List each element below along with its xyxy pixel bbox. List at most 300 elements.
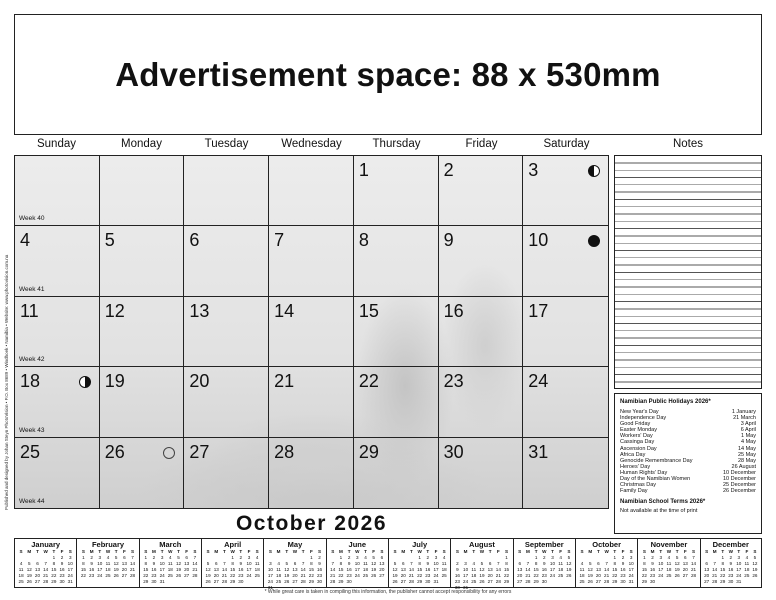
holiday-date: 6 April bbox=[740, 427, 756, 434]
mini-day: 24 bbox=[67, 573, 73, 578]
mini-day: 21 bbox=[690, 567, 697, 572]
mini-weekday: M bbox=[152, 549, 156, 554]
holiday-date: 28 May bbox=[737, 457, 756, 464]
mini-day: 26 bbox=[392, 579, 398, 584]
mini-day: 3 bbox=[737, 555, 741, 560]
mini-weekday: W bbox=[604, 549, 609, 554]
mini-day: 20 bbox=[487, 573, 493, 578]
mini-day: 6 bbox=[401, 561, 405, 566]
mini-day: 25 bbox=[276, 579, 282, 584]
mini-day: 12 bbox=[674, 561, 680, 566]
mini-weekday: T bbox=[472, 549, 476, 554]
mini-month bbox=[637, 538, 699, 588]
day-number: 27 bbox=[189, 441, 210, 462]
mini-day: 30 bbox=[620, 579, 626, 584]
mini-day: 13 bbox=[595, 567, 601, 572]
mini-weekday: S bbox=[455, 549, 459, 554]
mini-day: 20 bbox=[517, 573, 523, 578]
mini-day: 10 bbox=[67, 561, 73, 566]
mini-day: 9 bbox=[347, 561, 351, 566]
day-number: 20 bbox=[189, 371, 210, 392]
day-number: 31 bbox=[528, 441, 549, 462]
mini-day: 8 bbox=[339, 561, 343, 566]
mini-weekday: T bbox=[301, 549, 305, 554]
holiday-name: Day of the Namibian Women bbox=[620, 476, 691, 483]
mini-day: 8 bbox=[534, 561, 538, 566]
mini-month bbox=[326, 538, 388, 588]
mini-day: 1 bbox=[310, 555, 313, 560]
mini-day: 2 bbox=[60, 555, 64, 560]
mini-day: 13 bbox=[34, 567, 41, 572]
mini-day: 21 bbox=[330, 573, 336, 578]
day-number: 1 bbox=[358, 160, 369, 180]
mini-weekday: S bbox=[518, 549, 522, 554]
mini-weekday: T bbox=[597, 549, 600, 554]
mini-day: 4 bbox=[19, 561, 23, 566]
mini-day: 14 bbox=[690, 561, 697, 566]
mini-day: 18 bbox=[558, 567, 564, 572]
day-number: 28 bbox=[274, 441, 295, 462]
mini-day: 14 bbox=[221, 567, 228, 572]
day-cell[interactable] bbox=[269, 297, 354, 367]
mini-month-name: December bbox=[712, 540, 749, 549]
mini-day: 28 bbox=[690, 573, 697, 578]
mini-day: 7 bbox=[223, 561, 226, 566]
mini-day: 24 bbox=[267, 579, 273, 584]
week-number: Week 40 bbox=[19, 215, 45, 223]
mini-day: 1 bbox=[721, 555, 724, 560]
mini-day: 26 bbox=[175, 573, 182, 578]
mini-day: 20 bbox=[400, 573, 406, 578]
mini-day: 15 bbox=[308, 567, 314, 572]
mini-day: 16 bbox=[454, 573, 460, 578]
mini-month bbox=[76, 538, 138, 588]
day-number: 23 bbox=[443, 371, 464, 392]
mini-day: 17 bbox=[159, 567, 165, 572]
mini-month bbox=[139, 538, 201, 588]
mini-weekday: S bbox=[393, 549, 397, 554]
mini-day: 24 bbox=[159, 573, 165, 578]
mini-month-days bbox=[204, 549, 261, 585]
mini-day: 23 bbox=[454, 579, 460, 584]
day-cell[interactable] bbox=[354, 156, 439, 226]
mini-weekday: T bbox=[613, 549, 617, 554]
mini-day: 13 bbox=[682, 561, 688, 566]
mini-weekday: M bbox=[89, 549, 94, 554]
mini-day: 5 bbox=[28, 561, 31, 566]
mini-weekday: T bbox=[534, 549, 538, 554]
day-cell[interactable] bbox=[184, 367, 269, 437]
mini-day: 9 bbox=[239, 561, 243, 566]
day-cell[interactable] bbox=[184, 297, 269, 367]
month-title: October 2026 bbox=[235, 512, 388, 535]
mini-day: 21 bbox=[129, 567, 136, 572]
mini-day: 3 bbox=[269, 561, 272, 566]
day-cell[interactable] bbox=[354, 297, 439, 367]
day-number: 26 bbox=[104, 441, 125, 462]
mini-day: 11 bbox=[744, 561, 750, 566]
mini-day: 28 bbox=[192, 573, 198, 578]
mini-day: 19 bbox=[479, 573, 485, 578]
mini-day: 13 bbox=[487, 567, 493, 572]
mini-weekday: S bbox=[268, 549, 272, 554]
mini-day: 5 bbox=[567, 555, 571, 560]
mini-weekday: T bbox=[659, 549, 663, 554]
mini-day: 30 bbox=[151, 579, 157, 584]
mini-day: 18 bbox=[666, 567, 672, 572]
holiday-row bbox=[620, 488, 756, 494]
mini-day: 30 bbox=[650, 579, 656, 584]
month-grid bbox=[14, 155, 609, 509]
mini-day: 16 bbox=[59, 567, 65, 572]
mini-day: 15 bbox=[720, 567, 726, 572]
day-cell[interactable] bbox=[523, 367, 608, 437]
mini-day: 3 bbox=[98, 555, 102, 560]
notes-area[interactable] bbox=[614, 155, 762, 389]
mini-day: 6 bbox=[380, 555, 384, 560]
mini-day: 29 bbox=[641, 579, 647, 584]
mini-day: 22 bbox=[51, 573, 57, 578]
holiday-date: 1 May bbox=[741, 433, 756, 440]
mini-weekday: W bbox=[43, 549, 48, 554]
mini-weekday: M bbox=[712, 549, 717, 554]
mini-day: 21 bbox=[43, 573, 49, 578]
day-cell[interactable] bbox=[269, 367, 354, 437]
mini-day: 23 bbox=[238, 573, 244, 578]
day-cell[interactable] bbox=[439, 438, 524, 508]
mini-day: 9 bbox=[90, 561, 93, 566]
mini-month bbox=[513, 538, 575, 588]
mini-day: 25 bbox=[105, 573, 111, 578]
mini-day: 3 bbox=[629, 555, 633, 560]
holiday-name: Family Day bbox=[620, 488, 648, 495]
mini-day: 9 bbox=[152, 561, 156, 566]
day-cell[interactable] bbox=[100, 226, 185, 296]
mini-day: 26 bbox=[752, 573, 758, 578]
mini-day: 30 bbox=[454, 585, 460, 590]
mini-day: 16 bbox=[316, 567, 323, 572]
mini-day: 8 bbox=[721, 561, 724, 566]
mini-day: 3 bbox=[659, 555, 663, 560]
day-number: 11 bbox=[20, 300, 39, 321]
mini-day: 4 bbox=[580, 561, 584, 566]
mini-day: 15 bbox=[143, 567, 149, 572]
mini-day: 18 bbox=[18, 573, 24, 578]
mini-day: 1 bbox=[144, 555, 148, 560]
mini-weekday: S bbox=[19, 549, 23, 554]
mini-day: 11 bbox=[254, 561, 260, 566]
mini-day: 7 bbox=[713, 561, 716, 566]
mini-day: 1 bbox=[82, 555, 85, 560]
mini-day: 3 bbox=[434, 555, 438, 560]
mini-day: 6 bbox=[185, 555, 188, 560]
mini-day: 7 bbox=[331, 561, 335, 566]
mini-day: 17 bbox=[628, 567, 634, 572]
mini-day: 16 bbox=[620, 567, 626, 572]
mini-month bbox=[201, 538, 263, 588]
mini-day: 23 bbox=[89, 573, 95, 578]
mini-day: 4 bbox=[667, 555, 671, 560]
mini-day: 23 bbox=[59, 573, 65, 578]
mini-day: 7 bbox=[301, 561, 305, 566]
mini-day: 3 bbox=[464, 561, 467, 566]
holiday-name: Good Friday bbox=[620, 421, 651, 428]
mini-day: 27 bbox=[682, 573, 688, 578]
mini-day: 12 bbox=[175, 561, 182, 566]
mini-day: 29 bbox=[143, 579, 149, 584]
day-number: 17 bbox=[528, 300, 549, 321]
mini-day: 25 bbox=[18, 579, 24, 584]
mini-day: 21 bbox=[192, 567, 198, 572]
day-cell[interactable] bbox=[100, 297, 185, 367]
mini-day: 23 bbox=[620, 573, 626, 578]
mini-day: 10 bbox=[549, 561, 556, 566]
week-number: Week 42 bbox=[19, 356, 45, 364]
mini-day: 17 bbox=[246, 567, 252, 572]
mini-weekday: F bbox=[683, 549, 687, 554]
day-cell[interactable] bbox=[15, 156, 100, 226]
mini-weekday: W bbox=[728, 549, 733, 554]
holidays-title: Namibian Public Holidays 2026* bbox=[620, 399, 711, 405]
day-cell[interactable] bbox=[354, 438, 439, 508]
holiday-name: Genocide Remembrance Day bbox=[620, 457, 693, 464]
day-cell[interactable] bbox=[523, 438, 608, 508]
mini-day: 16 bbox=[425, 567, 431, 572]
mini-month-days bbox=[391, 549, 448, 585]
day-cell[interactable] bbox=[100, 367, 185, 437]
mini-day: 6 bbox=[123, 555, 126, 560]
mini-day: 29 bbox=[533, 579, 539, 584]
day-cell[interactable] bbox=[269, 438, 354, 508]
mini-day: 19 bbox=[205, 573, 211, 578]
mini-day: 19 bbox=[566, 567, 572, 572]
mini-day: 5 bbox=[372, 555, 375, 560]
day-cell[interactable] bbox=[354, 226, 439, 296]
notes-label: Notes bbox=[672, 138, 704, 150]
day-cell[interactable] bbox=[184, 156, 269, 226]
mini-weekday: F bbox=[185, 549, 189, 554]
day-cell[interactable] bbox=[439, 156, 524, 226]
mini-month-name: March bbox=[159, 540, 182, 549]
mini-day: 8 bbox=[310, 561, 313, 566]
day-cell[interactable] bbox=[439, 226, 524, 296]
mini-day: 27 bbox=[184, 573, 190, 578]
mini-day: 14 bbox=[192, 561, 198, 566]
mini-day: 28 bbox=[300, 579, 306, 584]
mini-day: 12 bbox=[284, 567, 290, 572]
mini-weekday: S bbox=[580, 549, 584, 554]
holiday-date: 10 December bbox=[722, 469, 756, 476]
mini-day: 27 bbox=[595, 579, 601, 584]
mini-day: 13 bbox=[379, 561, 385, 566]
mini-day: 8 bbox=[643, 561, 646, 566]
mini-day: 14 bbox=[604, 567, 610, 572]
mini-day: 30 bbox=[728, 579, 734, 584]
mini-day: 29 bbox=[230, 579, 236, 584]
day-number: 15 bbox=[358, 300, 379, 321]
mini-day: 20 bbox=[682, 567, 688, 572]
day-cell[interactable] bbox=[523, 297, 608, 367]
mini-day: 12 bbox=[371, 561, 377, 566]
day-cell[interactable] bbox=[354, 367, 439, 437]
mini-day: 10 bbox=[433, 561, 439, 566]
mini-weekday: S bbox=[318, 549, 322, 554]
mini-day: 15 bbox=[230, 567, 236, 572]
mini-day: 2 bbox=[347, 555, 351, 560]
day-number: 8 bbox=[358, 230, 369, 251]
mini-day: 14 bbox=[525, 567, 531, 572]
mini-day: 7 bbox=[193, 555, 197, 560]
mini-day: 2 bbox=[426, 555, 430, 560]
mini-day: 22 bbox=[720, 573, 726, 578]
day-number: 29 bbox=[358, 441, 379, 462]
week-number: Week 44 bbox=[19, 498, 45, 505]
mini-day: 20 bbox=[213, 573, 219, 578]
holiday-name: Africa Day bbox=[620, 451, 646, 458]
mini-month bbox=[14, 538, 76, 588]
day-cell[interactable] bbox=[184, 438, 269, 508]
mini-day: 4 bbox=[106, 555, 110, 560]
day-cell[interactable] bbox=[184, 226, 269, 296]
holiday-date: 14 May bbox=[737, 445, 756, 452]
mini-weekday: M bbox=[401, 549, 406, 554]
mini-weekday: F bbox=[745, 549, 749, 554]
day-cell[interactable] bbox=[439, 297, 524, 367]
mini-day: 18 bbox=[362, 567, 369, 572]
mini-day: 31 bbox=[267, 585, 273, 590]
week-number: Week 43 bbox=[19, 426, 45, 434]
mini-day: 12 bbox=[392, 567, 398, 572]
mini-day: 6 bbox=[214, 561, 218, 566]
mini-day: 27 bbox=[292, 579, 298, 584]
mini-day: 17 bbox=[736, 567, 742, 572]
mini-month-name: April bbox=[224, 540, 242, 549]
mini-day: 23 bbox=[728, 573, 734, 578]
day-cell[interactable] bbox=[523, 226, 608, 296]
mini-day: 31 bbox=[628, 579, 634, 584]
mini-weekday: T bbox=[223, 549, 226, 554]
holiday-name: Cassinga Day bbox=[620, 439, 655, 446]
mini-weekday: T bbox=[551, 549, 554, 554]
mini-weekday: S bbox=[255, 549, 259, 554]
mini-day: 10 bbox=[354, 561, 360, 566]
holiday-date: 25 December bbox=[722, 482, 756, 489]
mini-day: 14 bbox=[129, 561, 136, 566]
mini-day: 27 bbox=[487, 579, 493, 584]
day-number: 4 bbox=[20, 230, 31, 251]
weekday-thursday: Thursday bbox=[372, 138, 421, 150]
mini-day: 5 bbox=[480, 561, 484, 566]
mini-day: 18 bbox=[167, 567, 173, 572]
mini-day: 20 bbox=[704, 573, 710, 578]
mini-weekday: W bbox=[292, 549, 298, 554]
weekday-saturday: Saturday bbox=[543, 138, 590, 150]
mini-weekday: F bbox=[559, 549, 563, 554]
weekday-header-row bbox=[14, 138, 609, 154]
day-cell[interactable] bbox=[269, 156, 354, 226]
mini-day: 1 bbox=[339, 555, 343, 560]
disclaimer: * While great care is taken in compiling this information, the publisher cannot accept responsibility for any errors bbox=[264, 589, 512, 595]
mini-day: 28 bbox=[525, 579, 531, 584]
mini-day: 30 bbox=[316, 579, 323, 584]
weekday-tuesday: Tuesday bbox=[204, 138, 249, 150]
mini-day: 14 bbox=[43, 567, 49, 572]
day-number: 10 bbox=[528, 230, 549, 251]
mini-day: 24 bbox=[549, 573, 556, 578]
mini-day: 12 bbox=[205, 567, 211, 572]
mini-day: 15 bbox=[417, 567, 423, 572]
day-cell[interactable] bbox=[15, 438, 100, 508]
mini-weekday: S bbox=[380, 549, 384, 554]
day-number: 2 bbox=[443, 160, 454, 180]
mini-day: 23 bbox=[650, 573, 656, 578]
mini-day: 22 bbox=[417, 573, 423, 578]
mini-day: 19 bbox=[587, 573, 593, 578]
mini-day: 5 bbox=[114, 555, 118, 560]
mini-day: 27 bbox=[517, 579, 523, 584]
mini-weekday: M bbox=[214, 549, 219, 554]
day-cell[interactable] bbox=[15, 226, 100, 296]
mini-day: 5 bbox=[177, 555, 180, 560]
day-cell[interactable] bbox=[523, 156, 608, 226]
mini-day: 1 bbox=[613, 555, 617, 560]
mini-day: 25 bbox=[744, 573, 750, 578]
mini-day: 8 bbox=[82, 561, 85, 566]
day-number: 16 bbox=[443, 300, 464, 321]
day-cell[interactable] bbox=[439, 367, 524, 437]
day-cell[interactable] bbox=[100, 156, 185, 226]
day-number: 18 bbox=[20, 371, 41, 392]
mini-day: 10 bbox=[246, 561, 252, 566]
mini-day: 4 bbox=[472, 561, 476, 566]
mini-day: 22 bbox=[80, 573, 86, 578]
mini-day: 29 bbox=[612, 579, 618, 584]
mini-day: 7 bbox=[692, 555, 695, 560]
mini-month-name: February bbox=[91, 540, 125, 549]
mini-day: 3 bbox=[68, 555, 72, 560]
day-cell[interactable] bbox=[100, 438, 185, 508]
mini-day: 9 bbox=[318, 561, 321, 566]
mini-day: 15 bbox=[80, 567, 86, 572]
mini-day: 25 bbox=[558, 573, 564, 578]
mini-day: 4 bbox=[255, 555, 259, 560]
mini-day: 17 bbox=[354, 567, 360, 572]
mini-day: 3 bbox=[247, 555, 251, 560]
day-cell[interactable] bbox=[15, 367, 100, 437]
day-cell[interactable] bbox=[15, 297, 100, 367]
mini-day: 19 bbox=[26, 573, 32, 578]
holiday-date: 1 January bbox=[731, 409, 756, 415]
mini-day: 16 bbox=[728, 567, 734, 572]
mini-weekday: S bbox=[642, 549, 646, 554]
mini-day: 3 bbox=[160, 555, 164, 560]
weekday-wednesday: Wednesday bbox=[281, 138, 342, 150]
mini-day: 11 bbox=[276, 567, 281, 572]
mini-weekday: F bbox=[309, 549, 313, 554]
advertisement-text: Advertisement space: 88 x 530mm bbox=[115, 55, 661, 93]
mini-day: 17 bbox=[67, 567, 73, 572]
mini-weekday: W bbox=[168, 549, 173, 554]
mini-day: 6 bbox=[597, 561, 600, 566]
mini-day: 23 bbox=[541, 573, 547, 578]
mini-day: 13 bbox=[400, 567, 406, 572]
mini-day: 3 bbox=[356, 555, 359, 560]
mini-weekday: F bbox=[60, 549, 64, 554]
mini-day: 23 bbox=[346, 573, 352, 578]
mini-day: 27 bbox=[121, 573, 127, 578]
mini-weekday: S bbox=[331, 549, 335, 554]
day-cell[interactable] bbox=[269, 226, 354, 296]
